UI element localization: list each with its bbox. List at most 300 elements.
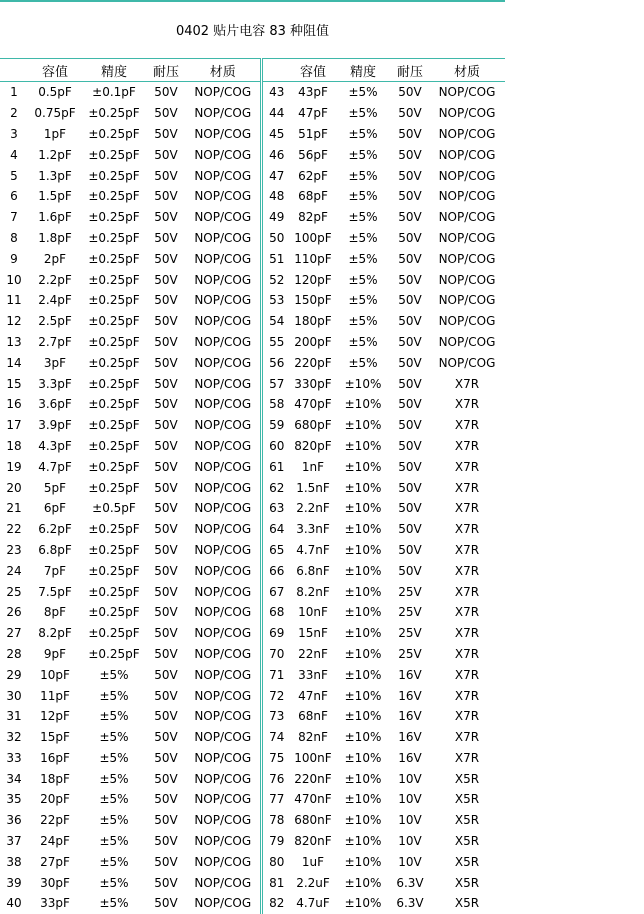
cell-material-right: X7R — [454, 584, 480, 599]
table-row — [0, 394, 505, 415]
cell-capacitance-left: 3pF — [43, 355, 67, 370]
cell-voltage-right: 50V — [398, 147, 422, 162]
cell-index-left: 6 — [10, 189, 18, 204]
cell-voltage-left: 50V — [154, 646, 178, 661]
table-row — [0, 581, 505, 602]
cell-material-left: NOP/COG — [194, 709, 252, 724]
cell-tolerance-left: ±0.25pF — [88, 480, 140, 495]
table-row — [0, 124, 505, 145]
cell-tolerance-left: ±0.25pF — [88, 563, 140, 578]
cell-tolerance-left: ±5% — [99, 834, 129, 849]
cell-index-right: 77 — [261, 789, 291, 810]
cell-index-left: 1 — [10, 85, 18, 100]
cell-material-left: NOP/COG — [194, 314, 252, 329]
cell-tolerance-right: ±10% — [344, 771, 382, 786]
cell-voltage-right: 50V — [398, 126, 422, 141]
cell-voltage-left: 50V — [154, 230, 178, 245]
cell-index-right: 44 — [261, 103, 291, 124]
cell-capacitance-right: 22nF — [298, 646, 328, 661]
table-row — [0, 311, 505, 332]
header-index-left — [0, 59, 28, 82]
cell-material-right: X7R — [454, 542, 480, 557]
cell-material-right: NOP/COG — [438, 106, 496, 121]
cell-tolerance-right: ±5% — [348, 334, 378, 349]
cell-index-left: 39 — [6, 875, 22, 890]
cell-index-right: 52 — [261, 269, 291, 290]
cell-index-left: 16 — [6, 397, 22, 412]
cell-material-right: X7R — [454, 605, 480, 620]
table-row — [0, 373, 505, 394]
cell-index-left: 27 — [6, 626, 22, 641]
cell-voltage-left: 50V — [154, 584, 178, 599]
cell-tolerance-right: ±10% — [344, 542, 382, 557]
cell-material-left: NOP/COG — [194, 584, 252, 599]
cell-tolerance-right: ±10% — [344, 397, 382, 412]
cell-material-right: X7R — [454, 418, 480, 433]
cell-capacitance-right: 82nF — [298, 730, 328, 745]
cell-voltage-right: 16V — [398, 688, 422, 703]
cell-index-right: 68 — [261, 602, 291, 623]
cell-capacitance-left: 18pF — [40, 771, 70, 786]
cell-tolerance-right: ±5% — [348, 230, 378, 245]
cell-tolerance-right: ±10% — [344, 709, 382, 724]
cell-capacitance-left: 3.9pF — [38, 418, 72, 433]
cell-voltage-left: 50V — [154, 501, 178, 516]
cell-voltage-right: 50V — [398, 418, 422, 433]
cell-material-left: NOP/COG — [194, 210, 252, 225]
cell-index-right: 56 — [261, 352, 291, 373]
cell-capacitance-left: 22pF — [40, 813, 70, 828]
cell-voltage-right: 6.3V — [396, 896, 424, 911]
cell-material-right: X5R — [454, 813, 480, 828]
cell-voltage-right: 50V — [398, 272, 422, 287]
cell-tolerance-left: ±5% — [99, 688, 129, 703]
cell-index-left: 3 — [10, 126, 18, 141]
cell-material-right: X5R — [454, 854, 480, 869]
cell-voltage-right: 16V — [398, 750, 422, 765]
cell-index-right: 53 — [261, 290, 291, 311]
cell-capacitance-left: 27pF — [40, 854, 70, 869]
cell-tolerance-right: ±10% — [344, 854, 382, 869]
cell-tolerance-right: ±10% — [344, 501, 382, 516]
cell-tolerance-left: ±5% — [99, 709, 129, 724]
cell-capacitance-left: 7.5pF — [38, 584, 72, 599]
cell-index-left: 15 — [6, 376, 22, 391]
cell-voltage-right: 25V — [398, 605, 422, 620]
cell-voltage-left: 50V — [154, 272, 178, 287]
cell-material-right: NOP/COG — [438, 168, 496, 183]
cell-capacitance-right: 100pF — [294, 230, 332, 245]
table-row — [0, 789, 505, 810]
cell-voltage-left: 50V — [154, 563, 178, 578]
cell-material-right: X7R — [454, 501, 480, 516]
cell-index-right: 48 — [261, 186, 291, 207]
cell-material-right: NOP/COG — [438, 355, 496, 370]
cell-voltage-left: 50V — [154, 750, 178, 765]
cell-capacitance-left: 24pF — [40, 834, 70, 849]
cell-index-right: 75 — [261, 748, 291, 769]
cell-tolerance-right: ±10% — [344, 438, 382, 453]
cell-capacitance-right: 15nF — [298, 626, 328, 641]
cell-material-left: NOP/COG — [194, 397, 252, 412]
cell-index-right: 49 — [261, 207, 291, 228]
cell-material-right: X5R — [454, 792, 480, 807]
table-row — [0, 810, 505, 831]
cell-index-right: 73 — [261, 706, 291, 727]
cell-index-left: 13 — [6, 334, 22, 349]
cell-capacitance-right: 33nF — [298, 667, 328, 682]
cell-voltage-left: 50V — [154, 667, 178, 682]
cell-tolerance-right: ±5% — [348, 189, 378, 204]
cell-material-right: X7R — [454, 480, 480, 495]
cell-material-right: NOP/COG — [438, 230, 496, 245]
cell-material-left: NOP/COG — [194, 667, 252, 682]
cell-capacitance-left: 6.2pF — [38, 522, 72, 537]
cell-tolerance-left: ±5% — [99, 875, 129, 890]
table-row — [0, 748, 505, 769]
cell-material-left: NOP/COG — [194, 688, 252, 703]
table-body — [0, 82, 505, 914]
cell-voltage-right: 10V — [398, 792, 422, 807]
cell-voltage-left: 50V — [154, 189, 178, 204]
cell-material-right: X7R — [454, 646, 480, 661]
cell-capacitance-left: 0.5pF — [38, 85, 72, 100]
cell-index-right: 82 — [261, 893, 291, 914]
cell-index-left: 2 — [10, 106, 18, 121]
cell-tolerance-left: ±5% — [99, 896, 129, 911]
cell-material-left: NOP/COG — [194, 334, 252, 349]
cell-capacitance-left: 6.8pF — [38, 542, 72, 557]
cell-capacitance-left: 33pF — [40, 896, 70, 911]
cell-material-left: NOP/COG — [194, 875, 252, 890]
cell-index-left: 28 — [6, 646, 22, 661]
table-row — [0, 831, 505, 852]
table-row — [0, 498, 505, 519]
cell-index-left: 32 — [6, 730, 22, 745]
cell-voltage-left: 50V — [154, 480, 178, 495]
cell-tolerance-right: ±10% — [344, 522, 382, 537]
cell-voltage-left: 50V — [154, 688, 178, 703]
table-row — [0, 165, 505, 186]
cell-capacitance-right: 6.8nF — [296, 563, 330, 578]
cell-tolerance-left: ±0.25pF — [88, 626, 140, 641]
cell-tolerance-left: ±0.25pF — [88, 189, 140, 204]
cell-voltage-right: 50V — [398, 355, 422, 370]
cell-capacitance-left: 3.6pF — [38, 397, 72, 412]
cell-material-left: NOP/COG — [194, 542, 252, 557]
cell-voltage-left: 50V — [154, 459, 178, 474]
cell-voltage-right: 10V — [398, 813, 422, 828]
cell-voltage-left: 50V — [154, 314, 178, 329]
cell-tolerance-right: ±10% — [344, 667, 382, 682]
cell-capacitance-left: 4.7pF — [38, 459, 72, 474]
cell-capacitance-right: 220nF — [294, 771, 332, 786]
cell-tolerance-right: ±10% — [344, 459, 382, 474]
cell-material-left: NOP/COG — [194, 293, 252, 308]
table-row — [0, 872, 505, 893]
cell-capacitance-right: 330pF — [294, 376, 332, 391]
page-title: 0402 贴片电容 83 种阻值 — [175, 24, 330, 39]
cell-index-right: 69 — [261, 623, 291, 644]
cell-tolerance-right: ±5% — [348, 272, 378, 287]
cell-tolerance-left: ±0.25pF — [88, 605, 140, 620]
cell-tolerance-right: ±5% — [348, 106, 378, 121]
cell-index-right: 61 — [261, 456, 291, 477]
cell-index-left: 29 — [6, 667, 22, 682]
table-row — [0, 893, 505, 914]
cell-material-left: NOP/COG — [194, 272, 252, 287]
cell-index-right: 71 — [261, 664, 291, 685]
cell-capacitance-right: 51pF — [298, 126, 328, 141]
cell-voltage-right: 50V — [398, 563, 422, 578]
cell-capacitance-left: 1.6pF — [38, 210, 72, 225]
cell-material-left: NOP/COG — [194, 355, 252, 370]
cell-tolerance-left: ±0.25pF — [88, 542, 140, 557]
cell-voltage-left: 50V — [154, 709, 178, 724]
cell-tolerance-right: ±10% — [344, 834, 382, 849]
cell-voltage-right: 50V — [398, 397, 422, 412]
cell-tolerance-left: ±0.25pF — [88, 355, 140, 370]
cell-index-right: 47 — [261, 165, 291, 186]
cell-capacitance-right: 680nF — [294, 813, 332, 828]
cell-index-right: 54 — [261, 311, 291, 332]
cell-voltage-left: 50V — [154, 875, 178, 890]
cell-material-right: NOP/COG — [438, 334, 496, 349]
cell-voltage-right: 16V — [398, 709, 422, 724]
cell-tolerance-right: ±10% — [344, 605, 382, 620]
cell-index-left: 22 — [6, 522, 22, 537]
cell-tolerance-left: ±0.25pF — [88, 522, 140, 537]
cell-voltage-left: 50V — [154, 376, 178, 391]
cell-tolerance-right: ±5% — [348, 355, 378, 370]
cell-capacitance-right: 1.5nF — [296, 480, 330, 495]
cell-material-right: NOP/COG — [438, 85, 496, 100]
table-row — [0, 519, 505, 540]
cell-voltage-right: 50V — [398, 106, 422, 121]
cell-capacitance-right: 680pF — [294, 418, 332, 433]
cell-index-left: 36 — [6, 813, 22, 828]
cell-tolerance-left: ±0.25pF — [88, 126, 140, 141]
table-row — [0, 540, 505, 561]
cell-tolerance-right: ±10% — [344, 376, 382, 391]
cell-tolerance-left: ±0.25pF — [88, 584, 140, 599]
cell-material-right: X7R — [454, 688, 480, 703]
cell-material-left: NOP/COG — [194, 771, 252, 786]
header-index-right — [261, 59, 291, 82]
cell-capacitance-right: 100nF — [294, 750, 332, 765]
cell-index-right: 62 — [261, 477, 291, 498]
cell-capacitance-right: 200pF — [294, 334, 332, 349]
capacitor-table — [0, 58, 505, 914]
cell-capacitance-right: 470pF — [294, 397, 332, 412]
cell-capacitance-left: 2pF — [43, 251, 67, 266]
cell-material-left: NOP/COG — [194, 750, 252, 765]
cell-capacitance-right: 180pF — [294, 314, 332, 329]
cell-voltage-right: 50V — [398, 459, 422, 474]
cell-index-left: 7 — [10, 210, 18, 225]
cell-voltage-right: 50V — [398, 376, 422, 391]
table-row — [0, 560, 505, 581]
cell-material-left: NOP/COG — [194, 126, 252, 141]
cell-tolerance-left: ±0.25pF — [88, 646, 140, 661]
cell-capacitance-right: 82pF — [298, 210, 328, 225]
cell-index-left: 11 — [6, 293, 22, 308]
table-row — [0, 436, 505, 457]
cell-material-right: NOP/COG — [438, 189, 496, 204]
cell-material-left: NOP/COG — [194, 646, 252, 661]
cell-voltage-right: 25V — [398, 626, 422, 641]
table-row — [0, 248, 505, 269]
cell-material-left: NOP/COG — [194, 418, 252, 433]
cell-voltage-right: 50V — [398, 314, 422, 329]
cell-index-left: 19 — [6, 459, 22, 474]
cell-capacitance-left: 7pF — [43, 563, 67, 578]
cell-tolerance-left: ±5% — [99, 667, 129, 682]
cell-tolerance-right: ±5% — [348, 147, 378, 162]
cell-index-left: 35 — [6, 792, 22, 807]
cell-capacitance-left: 12pF — [40, 709, 70, 724]
cell-voltage-right: 10V — [398, 771, 422, 786]
cell-index-right: 79 — [261, 831, 291, 852]
cell-tolerance-left: ±5% — [99, 813, 129, 828]
cell-capacitance-right: 2.2nF — [296, 501, 330, 516]
cell-voltage-left: 50V — [154, 522, 178, 537]
cell-capacitance-left: 6pF — [43, 501, 67, 516]
cell-voltage-right: 16V — [398, 730, 422, 745]
cell-tolerance-right: ±5% — [348, 168, 378, 183]
cell-voltage-left: 50V — [154, 210, 178, 225]
header-tolerance-right: 精度 — [335, 59, 391, 82]
cell-tolerance-left: ±0.25pF — [88, 376, 140, 391]
cell-material-left: NOP/COG — [194, 792, 252, 807]
cell-tolerance-right: ±10% — [344, 896, 382, 911]
cell-voltage-left: 50V — [154, 896, 178, 911]
cell-material-left: NOP/COG — [194, 168, 252, 183]
cell-capacitance-right: 56pF — [298, 147, 328, 162]
cell-material-left: NOP/COG — [194, 605, 252, 620]
table-row — [0, 207, 505, 228]
cell-capacitance-right: 820nF — [294, 834, 332, 849]
cell-voltage-left: 50V — [154, 626, 178, 641]
cell-capacitance-right: 470nF — [294, 792, 332, 807]
cell-index-right: 55 — [261, 332, 291, 353]
cell-material-left: NOP/COG — [194, 896, 252, 911]
cell-index-left: 8 — [10, 230, 18, 245]
cell-tolerance-right: ±10% — [344, 646, 382, 661]
cell-voltage-right: 50V — [398, 251, 422, 266]
cell-tolerance-right: ±10% — [344, 792, 382, 807]
cell-index-left: 23 — [6, 542, 22, 557]
cell-tolerance-left: ±5% — [99, 730, 129, 745]
cell-tolerance-left: ±0.25pF — [88, 106, 140, 121]
cell-index-right: 46 — [261, 144, 291, 165]
cell-index-left: 18 — [6, 438, 22, 453]
cell-index-left: 33 — [6, 750, 22, 765]
cell-tolerance-right: ±5% — [348, 210, 378, 225]
cell-voltage-right: 50V — [398, 168, 422, 183]
cell-tolerance-left: ±0.1pF — [92, 85, 136, 100]
cell-capacitance-right: 120pF — [294, 272, 332, 287]
cell-tolerance-right: ±5% — [348, 293, 378, 308]
cell-material-right: NOP/COG — [438, 210, 496, 225]
cell-voltage-left: 50V — [154, 792, 178, 807]
cell-index-right: 63 — [261, 498, 291, 519]
cell-index-right: 81 — [261, 872, 291, 893]
header-voltage-right: 耐压 — [391, 59, 429, 82]
table-row — [0, 352, 505, 373]
header-capacitance-right: 容值 — [291, 59, 335, 82]
table-row — [0, 186, 505, 207]
cell-tolerance-left: ±5% — [99, 771, 129, 786]
cell-voltage-right: 16V — [398, 667, 422, 682]
cell-material-left: NOP/COG — [194, 854, 252, 869]
cell-tolerance-left: ±0.25pF — [88, 418, 140, 433]
cell-voltage-right: 50V — [398, 522, 422, 537]
cell-capacitance-left: 1pF — [43, 126, 67, 141]
cell-tolerance-right: ±5% — [348, 314, 378, 329]
cell-index-right: 74 — [261, 727, 291, 748]
cell-capacitance-right: 2.2uF — [296, 875, 330, 890]
cell-tolerance-left: ±0.25pF — [88, 147, 140, 162]
cell-index-right: 72 — [261, 685, 291, 706]
cell-capacitance-left: 1.3pF — [38, 168, 72, 183]
cell-voltage-left: 50V — [154, 355, 178, 370]
cell-index-left: 12 — [6, 314, 22, 329]
cell-capacitance-left: 3.3pF — [38, 376, 72, 391]
table-row — [0, 664, 505, 685]
cell-index-right: 64 — [261, 519, 291, 540]
cell-material-left: NOP/COG — [194, 813, 252, 828]
cell-material-right: X7R — [454, 397, 480, 412]
cell-capacitance-right: 1nF — [301, 459, 325, 474]
header-tolerance-left: 精度 — [82, 59, 146, 82]
cell-index-left: 31 — [6, 709, 22, 724]
cell-capacitance-right: 110pF — [294, 251, 332, 266]
table-row — [0, 727, 505, 748]
cell-index-left: 25 — [6, 584, 22, 599]
cell-index-left: 4 — [10, 147, 18, 162]
cell-tolerance-right: ±10% — [344, 875, 382, 890]
cell-material-left: NOP/COG — [194, 626, 252, 641]
cell-capacitance-right: 150pF — [294, 293, 332, 308]
cell-material-right: X5R — [454, 896, 480, 911]
cell-material-right: X7R — [454, 459, 480, 474]
cell-material-left: NOP/COG — [194, 834, 252, 849]
cell-index-right: 65 — [261, 540, 291, 561]
cell-tolerance-right: ±5% — [348, 251, 378, 266]
cell-index-right: 51 — [261, 248, 291, 269]
cell-material-left: NOP/COG — [194, 376, 252, 391]
cell-capacitance-right: 220pF — [294, 355, 332, 370]
table-row — [0, 103, 505, 124]
cell-voltage-left: 50V — [154, 85, 178, 100]
cell-capacitance-left: 1.8pF — [38, 230, 72, 245]
cell-tolerance-right: ±5% — [348, 85, 378, 100]
table-row — [0, 602, 505, 623]
cell-voltage-right: 50V — [398, 334, 422, 349]
table-row — [0, 644, 505, 665]
table-row — [0, 415, 505, 436]
cell-material-right: X5R — [454, 771, 480, 786]
cell-material-right: NOP/COG — [438, 272, 496, 287]
cell-capacitance-left: 20pF — [40, 792, 70, 807]
cell-capacitance-left: 30pF — [40, 875, 70, 890]
cell-capacitance-left: 9pF — [43, 646, 67, 661]
cell-capacitance-right: 47pF — [298, 106, 328, 121]
cell-index-right: 60 — [261, 436, 291, 457]
table-row — [0, 768, 505, 789]
table-row — [0, 623, 505, 644]
